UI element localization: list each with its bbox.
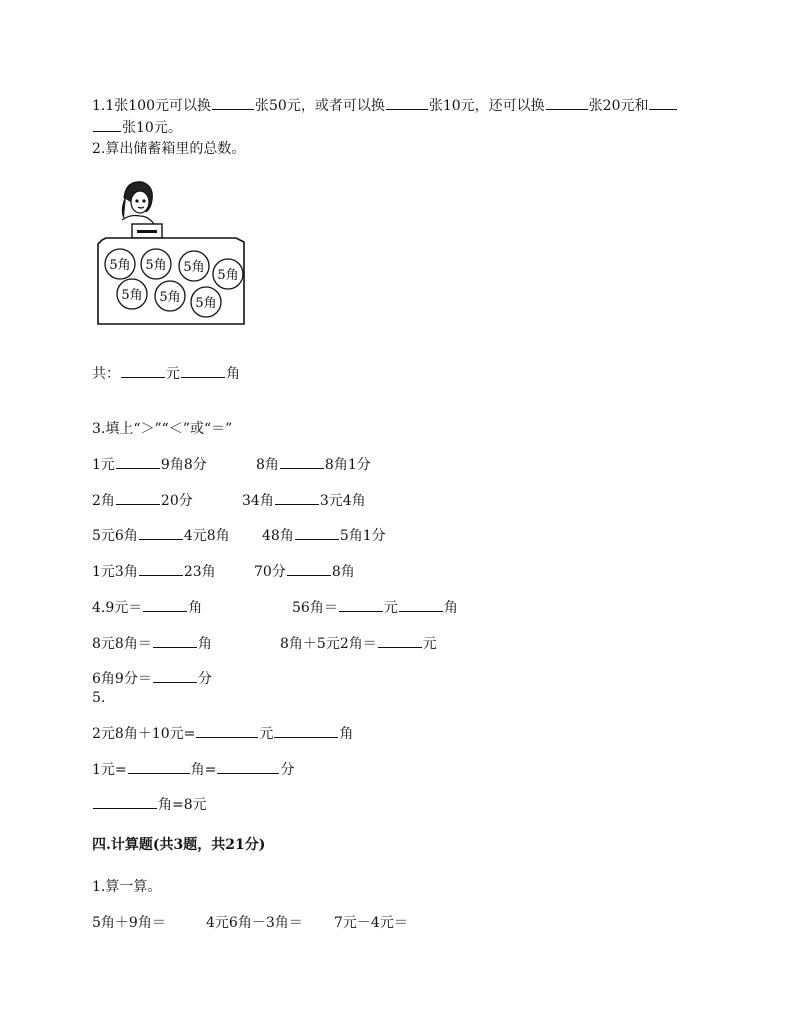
answer-blank[interactable] (93, 118, 121, 132)
answer-blank[interactable] (274, 724, 338, 738)
q3-row-1-right: 8角 8角1分 (256, 457, 371, 473)
q2-title: 2.算出储蓄箱里的总数。 (92, 141, 246, 157)
q3-row-2-right: 34角 3元4角 (242, 493, 366, 509)
girl-figure (122, 182, 154, 224)
q3-row-4-left: 1元3角 23角 (92, 564, 216, 580)
coin-label: 5角 (183, 260, 205, 275)
q5-line-1: 2元8角＋10元= 元 角 (92, 726, 354, 742)
section-heading: 四.计算题(共3题，共21分) (92, 837, 266, 853)
answer-blank[interactable] (121, 364, 165, 378)
q3-row-2-left: 2角 20分 (92, 493, 193, 509)
q5-number: 5. (92, 690, 106, 706)
coin-label: 5角 (145, 258, 167, 273)
q3-row-1-left: 1元 9角8分 (92, 457, 207, 473)
q1-text-e: 张10元。 (122, 120, 182, 136)
q1-line-2 (92, 118, 182, 137)
calc-title: 1.算一算。 (92, 879, 162, 895)
answer-blank[interactable] (153, 634, 197, 648)
answer-blank[interactable] (153, 669, 197, 683)
answer-blank[interactable] (139, 526, 183, 540)
answer-blank[interactable] (399, 598, 443, 612)
q3-row-3-right: 48角 5角1分 (262, 528, 386, 544)
coin-label: 5角 (217, 268, 239, 283)
answer-blank[interactable] (143, 598, 187, 612)
answer-blank[interactable] (339, 598, 383, 612)
calc-expr-2: 4元6角－3角＝ (206, 915, 303, 931)
q1-text-b: 张50元，或者可以换 (255, 98, 385, 114)
answer-blank[interactable] (139, 562, 183, 576)
answer-blank[interactable] (217, 760, 279, 774)
answer-blank[interactable] (546, 96, 588, 110)
coin-label: 5角 (121, 288, 143, 303)
total-prefix: 共： (92, 366, 120, 382)
q5-line-2: 1元= 角= 分 (92, 762, 295, 778)
q4-row-3: 6角9分＝ 分 (92, 671, 212, 687)
answer-blank[interactable] (116, 455, 160, 469)
q4-row-1-left: 4.9元＝ 角 (92, 600, 203, 616)
answer-blank[interactable] (196, 724, 258, 738)
answer-blank[interactable] (93, 795, 157, 809)
answer-blank[interactable] (280, 455, 324, 469)
q3-row-4-right: 70分 8角 (254, 564, 355, 580)
q1-line-1 (92, 96, 678, 115)
q4-row-1-right: 56角＝ 元 角 (292, 600, 458, 616)
answer-blank[interactable] (275, 491, 319, 505)
answer-blank[interactable] (287, 562, 331, 576)
q1-text-a: 1.1张100元可以换 (92, 98, 211, 114)
q4-row-2-right: 8角＋5元2角＝ 元 (280, 636, 437, 652)
piggy-bank-illustration (96, 176, 248, 328)
answer-blank[interactable] (295, 526, 339, 540)
q2-total (92, 364, 240, 383)
q5-line-3: 角=8元 (92, 795, 207, 814)
coin-label: 5角 (109, 258, 131, 273)
q3-row-3-left: 5元6角 4元8角 (92, 528, 230, 544)
answer-blank[interactable] (212, 96, 254, 110)
q1-text-d: 张20元和 (588, 98, 649, 114)
unit-jiao: 角 (226, 366, 240, 382)
q3-title: 3.填上“＞”“＜”或“＝” (92, 421, 233, 437)
answer-blank[interactable] (116, 491, 160, 505)
coin-label: 5角 (159, 290, 181, 305)
answer-blank[interactable] (128, 760, 190, 774)
q4-row-2-left: 8元8角＝ 角 (92, 636, 212, 652)
calc-expr-3: 7元－4元＝ (334, 915, 408, 931)
answer-blank[interactable] (386, 96, 428, 110)
answer-blank[interactable] (181, 364, 225, 378)
q1-text-c: 张10元，还可以换 (428, 98, 545, 114)
unit-yuan: 元 (166, 366, 180, 382)
answer-blank[interactable] (649, 96, 677, 110)
coin-label: 5角 (195, 296, 217, 311)
answer-blank[interactable] (378, 634, 422, 648)
calc-expr-1: 5角＋9角＝ (92, 915, 166, 931)
